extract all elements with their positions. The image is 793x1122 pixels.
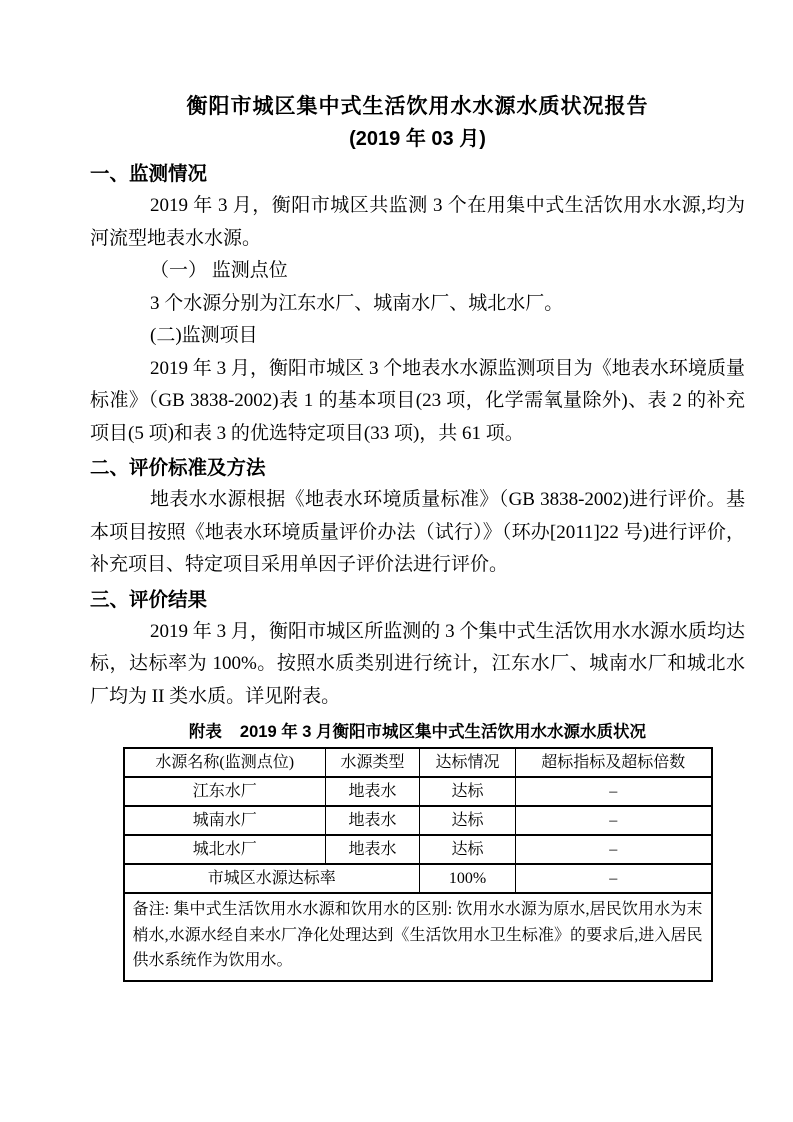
cell-summary-exceedance: – <box>516 864 712 893</box>
table-row-chengbei <box>124 835 712 864</box>
appendix-table-caption <box>90 721 745 743</box>
cell-exceedance: – <box>516 777 712 806</box>
cell-compliance: 达标 <box>420 777 516 806</box>
cell-source-name: 城南水厂 <box>124 806 326 835</box>
section-heading-standards: 二、评价标准及方法 <box>90 457 266 479</box>
section-heading-results: 三、评价结果 <box>90 588 208 611</box>
table-header-row <box>124 748 712 777</box>
cell-source-name: 城北水厂 <box>124 835 326 864</box>
paragraph-monitoring-points: 3 个水源分别为江东水厂、城南水厂、城北水厂。 <box>150 292 564 314</box>
cell-source-type: 地表水 <box>326 806 420 835</box>
cell-summary-rate: 100% <box>420 864 516 893</box>
table-row-chengnan <box>124 806 712 835</box>
cell-compliance: 达标 <box>420 835 516 864</box>
paragraph-monitoring-overview: 2019 年 3 月，衡阳市城区共监测 3 个在用集中式生活饮用水水源,均为河流型地表水水源。 <box>90 195 745 249</box>
cell-summary-label: 市城区水源达标率 <box>124 864 420 893</box>
table-row-jiangdong <box>124 777 712 806</box>
water-quality-table <box>123 747 713 982</box>
header-compliance: 达标情况 <box>420 748 516 777</box>
cell-exceedance: – <box>516 835 712 864</box>
section-heading-monitoring: 一、监测情况 <box>90 163 208 185</box>
header-source-name: 水源名称(监测点位) <box>124 748 326 777</box>
cell-source-type: 地表水 <box>326 777 420 806</box>
table-summary-row <box>124 864 712 893</box>
header-exceedance: 超标指标及超标倍数 <box>516 748 712 777</box>
paragraph-standards: 地表水水源根据《地表水环境质量标准》（GB 3838-2002)进行评价。基本项目按照《地表水环境质量评价办法（试行）》（环办[2011]22 号)进行评价，补充项目、特定项目采用单因子评价法进行评价。 <box>90 489 745 575</box>
table-note-row <box>124 893 712 981</box>
paragraph-results: 2019 年 3 月，衡阳市城区所监测的 3 个集中式生活饮用水水源水质均达标，达标率为 100%。按照水质类别进行统计，江东水厂、城南水厂和城北水厂均为 II 类水质。详见附表。 <box>90 620 745 707</box>
cell-source-name: 江东水厂 <box>124 777 326 806</box>
subheading-monitoring-points: （一） 监测点位 <box>150 260 288 281</box>
document-subtitle: (2019 年 03 月) <box>349 128 486 150</box>
paragraph-monitoring-items: 2019 年 3 月，衡阳市城区 3 个地表水水源监测项目为《地表水环境质量标准》（GB 3838-2002)表 1 的基本项目(23 项，化学需氧量除外)、表 2 的补充项目(5 项)和表 3 的优选特定项目(33 项)，共 61 项。 <box>90 357 745 444</box>
document-title: 衡阳市城区集中式生活饮用水水源水质状况报告 <box>186 95 649 118</box>
cell-exceedance: – <box>516 806 712 835</box>
cell-compliance: 达标 <box>420 806 516 835</box>
cell-note: 备注: 集中式生活饮用水水源和饮用水的区别: 饮用水水源为原水,居民饮用水为末梢水,水源水经自来水厂净化处理达到《生活饮用水卫生标准》的要求后,进入居民供水系统作为饮用水。 <box>124 893 712 981</box>
appendix-title: 2019 年 3 月衡阳市城区集中式生活饮用水水源水质状况 <box>239 723 647 741</box>
header-source-type: 水源类型 <box>326 748 420 777</box>
subheading-monitoring-items: (二)监测项目 <box>150 325 258 346</box>
cell-source-type: 地表水 <box>326 835 420 864</box>
appendix-label: 附表 <box>188 723 222 741</box>
